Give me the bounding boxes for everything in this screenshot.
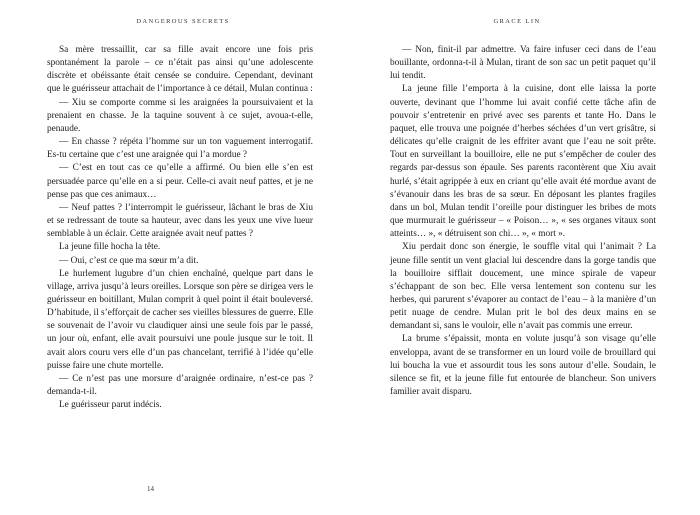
paragraph: — En chasse ? répéta l’homme sur un ton vaguement interrogatif. Es-tu certaine que c’est une araignée qui l’a mordue ?: [47, 137, 313, 161]
paragraph: — Neuf pattes ? l’interrompit le guérisseur, lâchant le bras de Xiu et se redressant de toute sa hauteur, avec dans les yeux une vive lueur semblable à un éclair. Cette araignée avait neuf pattes ?: [47, 202, 313, 240]
paragraph: La jeune fille hocha la tête.: [59, 242, 161, 253]
running-head-right: GRACE LIN: [493, 18, 541, 25]
paragraph: — Non, finit-il par admettre. Va faire infuser ceci dans de l’eau bouillante, ordonna-t-il à Mulan, tirant de son sac un petit paquet qu’il lui tendit.: [390, 45, 656, 82]
paragraph: — C’est en tout cas ce qu’elle a affirmé. Ou bien elle s’en est persuadée parce qu’elle en a si peur. Celle-ci avait neuf pattes, et je ne pense pas que ces animaux…: [47, 163, 313, 200]
page-number: 14: [147, 485, 154, 493]
paragraph: Le hurlement lugubre d’un chien enchaîné, quelque part dans le village, arriva jusqu’à leurs oreilles. Lorsque son père se dirigea vers le guérisseur en boitillant, Mulan comprit à quel point il était bouleversé. D’habitude, il s’efforçait de cacher ses vieilles blessures de guerre. Elle se souvenait de l’avoir vu claudiquer ainsi une seule fois par le passé, un jour où, enfant, elle avait poursuivi une poule jusque sur le toit. Il avait alors couru vers elle d’un pas chancelant, terrifié à l’idée qu’elle puisse faire une chute mortelle.: [47, 268, 313, 371]
right-page: [350, 0, 700, 515]
paragraph: La brume s’épaissit, monta en volute jusqu’à son visage qu’elle enveloppa, avant de se transformer en un lourd voile de brouillard qui lui boucha la vue et assourdit tous les sons autour d’elle. Soudain, le silence se fit, et la jeune fille fut entourée de blancheur. Son univers familier avait disparu.: [390, 334, 656, 398]
paragraph: Xiu perdait donc son énergie, le souffle vital qui l’animait ? La jeune fille sentit un vent glacial lui descendre dans la gorge tandis que la bouilloire sifflait doucement, une mince spirale de vapeur s’échappant de son bec. Elle versa lentement son contenu sur les herbes, qui parurent s’évaporer au contact de l’eau – à la manière d’un petit nuage de cendre. Mulan prit le bol des deux mains en se demandant si, sans le vouloir, elle n’avait pas commis une erreur.: [390, 242, 656, 332]
running-head-left: DANGEROUS SECRETS: [136, 18, 230, 25]
paragraph: — Xiu se comporte comme si les araignées la poursuivaient et la prenaient en chasse. Je la taquine souvent à ce sujet, avoua-t-elle, penaude.: [47, 97, 313, 134]
paragraph: — Oui, c’est ce que ma sœur m’a dit.: [59, 255, 199, 266]
paragraph: Sa mère tressaillit, car sa fille avait encore une fois pris spontanément la parole – ce n’était pas ainsi qu’une adolescente discrète et obéissante était censée se conduire. Cependant, devinant que le guérisseur attachait de l’importance à ce détail, Mulan continua :: [47, 45, 313, 95]
paragraph: Le guérisseur parut indécis.: [59, 400, 162, 411]
right-page-body: [390, 44, 656, 399]
paragraph: — Ce n’est pas une morsure d’araignée ordinaire, n’est-ce pas ? demanda-t-il.: [47, 373, 313, 398]
paragraph: La jeune fille l’emporta à la cuisine, dont elle laissa la porte ouverte, devinant que l’homme lui avait confié cette tâche afin de pouvoir s’entretenir en privé avec ses parents et tante Ho. Dans le paquet, elle trouva une poignée d’herbes séchées d’un vert grisâtre, si délicates qu’elle craignit de les effriter avant que l’eau ne soit prête. Tout en surveillant la bouilloire, elle ne put s’empêcher de couler des regards par-dessus son épaule. Ses parents racontèrent que Xiu avait hurlé, s’était agrippée à eux en criant qu’elle avait été mordue avant de s’évanouir dans les bras de sa sœur. En déposant les plantes fragiles dans un bol, Mulan tendit l’oreille pour distinguer les bribes de mots que murmurait le guérisseur – « Poison… », « ses organes vitaux sont atteints… », « détruisent son chi… », « mort ».: [390, 84, 656, 240]
left-page-body: [47, 44, 313, 412]
